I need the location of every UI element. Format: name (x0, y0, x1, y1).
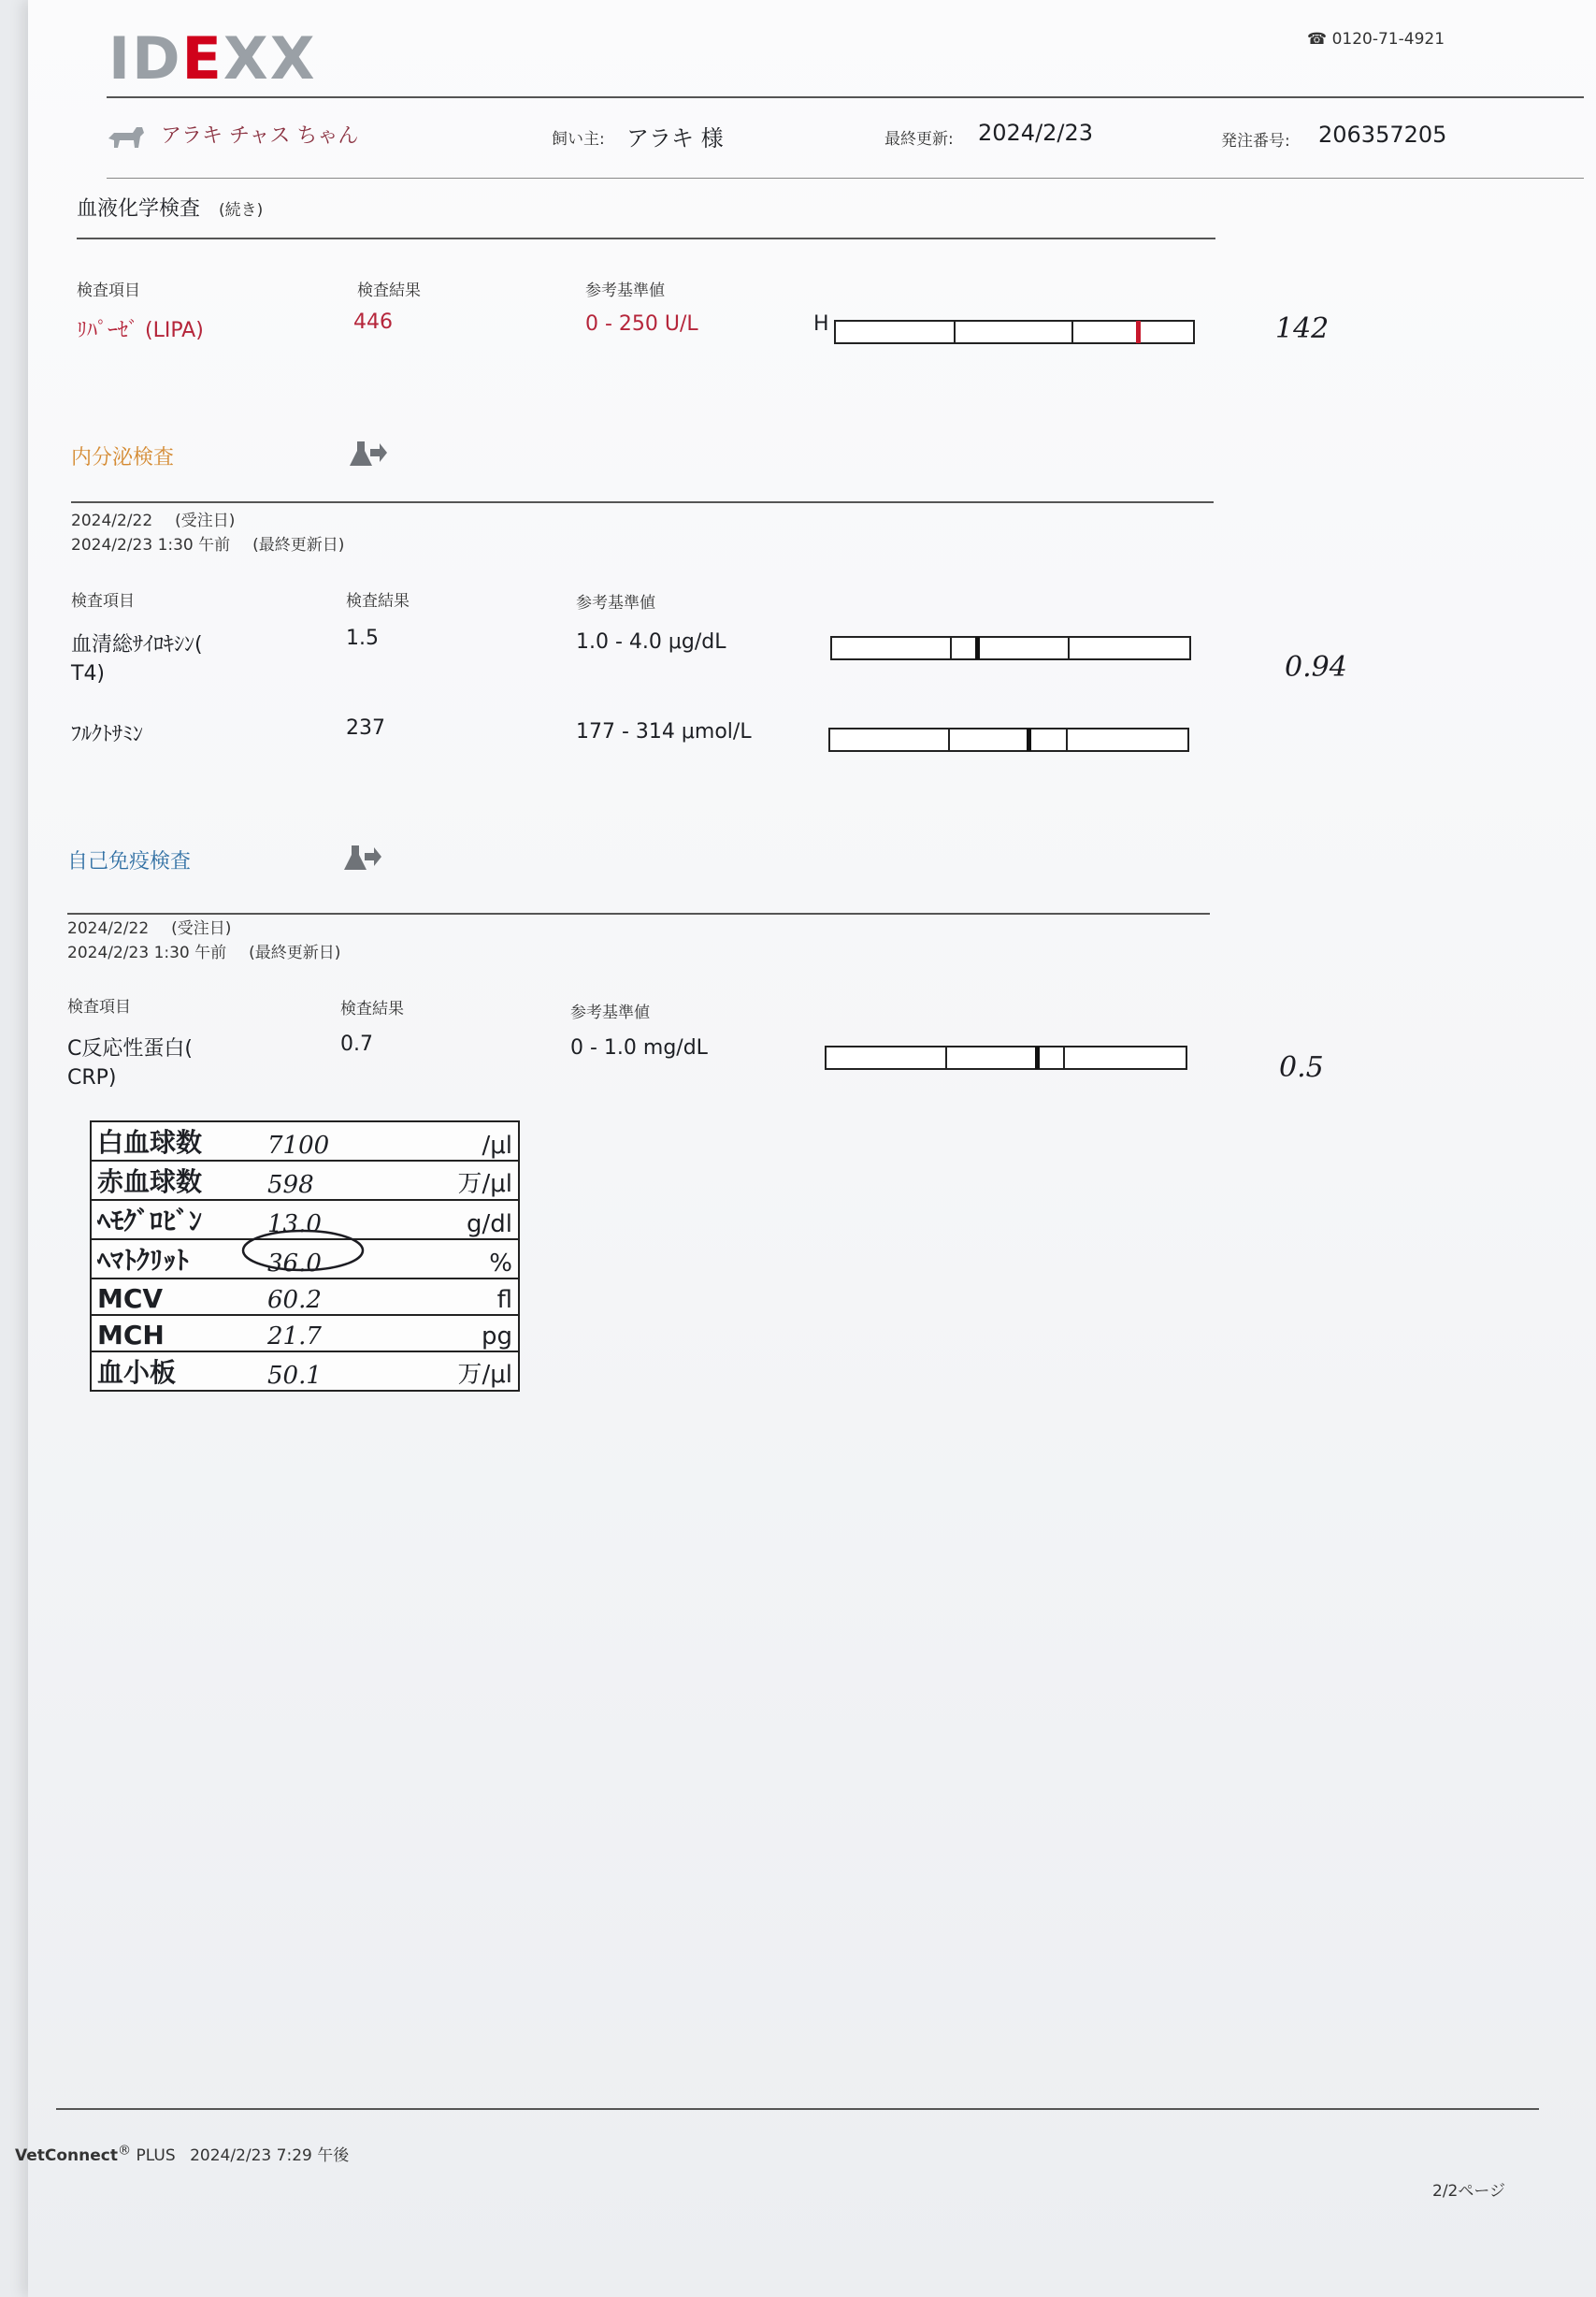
updated-date: 2024/2/23 (978, 120, 1094, 146)
crp-value: 0.7 (340, 1033, 373, 1056)
cbc-value: 7100 (262, 1121, 404, 1161)
cbc-unit: 万/μl (404, 1351, 519, 1391)
cbc-unit: % (404, 1239, 519, 1279)
lipase-flag: H (813, 312, 829, 336)
crp-ref: 0 - 1.0 mg/dL (570, 1036, 708, 1060)
auto-section-title: 自己免疫検査 (67, 850, 192, 874)
endo-col-ref: 参考基準値 (576, 594, 655, 613)
header-divider-top (107, 96, 1584, 98)
auto-col-ref: 参考基準値 (570, 1004, 650, 1022)
handwritten-t4-note: 0.94 (1285, 651, 1347, 684)
chem-divider (77, 238, 1215, 239)
fructosamine-ref: 177 - 314 μmol/L (576, 720, 752, 744)
cbc-row (91, 1351, 519, 1391)
chem-section-title: 血液化学検査 (続き) (77, 197, 264, 221)
cbc-row (91, 1315, 519, 1351)
footer-brand: VetConnect® PLUS 2024/2/23 7:29 午後 (15, 2143, 350, 2165)
cbc-unit: pg (404, 1315, 519, 1351)
cbc-label: ﾍﾏﾄｸﾘｯﾄ (91, 1239, 262, 1279)
auto-update-date: 2024/2/23 1:30 午前 (最終更新日) (67, 944, 341, 962)
patient-name: アラキ チャス ちゃん (161, 124, 359, 148)
t4-range-bar (830, 636, 1191, 660)
fructosamine-name: ﾌﾙｸﾄｻﾐﾝ (71, 723, 144, 746)
auto-divider (67, 913, 1210, 915)
handwritten-crp-note: 0.5 (1279, 1051, 1324, 1084)
lipase-range-bar (834, 320, 1195, 344)
t4-range-marker (975, 637, 980, 659)
cbc-label: 血小板 (91, 1351, 262, 1391)
handwritten-circle (239, 1227, 367, 1274)
cbc-row (91, 1161, 519, 1200)
cbc-row (91, 1121, 519, 1161)
cbc-row (91, 1279, 519, 1315)
cbc-label: MCV (91, 1279, 262, 1315)
footer-divider (56, 2108, 1539, 2110)
owner-label: 飼い主: (552, 130, 605, 149)
crp-name-line1: C反応性蛋白( (67, 1037, 193, 1061)
cbc-label: MCH (91, 1315, 262, 1351)
order-number: 206357205 (1318, 122, 1447, 148)
endo-col-item: 検査項目 (71, 592, 135, 611)
cbc-value: 21.7 (262, 1315, 404, 1351)
fructosamine-value: 237 (346, 716, 385, 740)
cbc-value: 13.0 (262, 1200, 404, 1239)
t4-name-line2: T4) (71, 662, 106, 686)
header-divider-bottom (107, 178, 1584, 179)
endo-order-date: 2024/2/22 (受注日) (71, 512, 236, 530)
owner-name: アラキ 様 (626, 125, 724, 152)
fructosamine-range-marker (1027, 729, 1031, 751)
crp-name-line2: CRP) (67, 1066, 117, 1090)
cbc-unit: /μl (404, 1121, 519, 1161)
dog-icon (105, 120, 146, 152)
t4-ref: 1.0 - 4.0 μg/dL (576, 630, 726, 654)
page-number: 2/2ページ (1432, 2182, 1506, 2201)
fructosamine-range-bar (828, 728, 1189, 752)
cbc-label: 白血球数 (91, 1121, 262, 1161)
crp-range-bar (825, 1046, 1187, 1070)
flask-icon (342, 842, 383, 875)
auto-col-result: 検査結果 (340, 1000, 404, 1018)
cbc-unit: g/dl (404, 1200, 519, 1239)
cbc-value: 36.0 (262, 1239, 404, 1279)
lipase-range-marker (1136, 321, 1141, 343)
handwritten-lipase-note: 142 (1275, 312, 1330, 345)
lipase-value: 446 (353, 311, 393, 334)
endo-divider (71, 501, 1214, 503)
phone-icon: ☎ (1307, 30, 1332, 49)
flask-icon (348, 438, 389, 471)
cbc-label: ﾍﾓｸﾞﾛﾋﾞﾝ (91, 1200, 262, 1239)
lipase-name: ﾘﾊﾟｰｾﾞ (LIPA) (77, 319, 204, 342)
cbc-value: 50.1 (262, 1351, 404, 1391)
idexx-logo: IDEXX (108, 24, 317, 93)
endo-update-date: 2024/2/23 1:30 午前 (最終更新日) (71, 536, 345, 555)
cbc-value: 60.2 (262, 1279, 404, 1315)
t4-value: 1.5 (346, 627, 379, 650)
cbc-unit: 万/μl (404, 1161, 519, 1200)
report-sheet (15, 0, 1596, 2297)
chem-col-ref: 参考基準値 (585, 282, 665, 300)
cbc-value: 598 (262, 1161, 404, 1200)
lipase-ref: 0 - 250 U/L (585, 312, 698, 336)
auto-col-item: 検査項目 (67, 998, 131, 1017)
crp-range-marker (1035, 1047, 1040, 1069)
order-label: 発注番号: (1221, 132, 1290, 151)
cbc-unit: fl (404, 1279, 519, 1315)
endo-col-result: 検査結果 (346, 592, 410, 611)
phone-number: ☎ 0120-71-4921 (1307, 30, 1445, 49)
chem-col-item: 検査項目 (77, 282, 140, 300)
auto-order-date: 2024/2/22 (受注日) (67, 919, 232, 938)
t4-name-line1: 血清総ｻｲﾛｷｼﾝ( (71, 633, 203, 657)
updated-label: 最終更新: (884, 130, 954, 149)
cbc-label: 赤血球数 (91, 1161, 262, 1200)
chem-col-result: 検査結果 (357, 282, 421, 300)
endo-section-title: 内分泌検査 (71, 446, 175, 470)
